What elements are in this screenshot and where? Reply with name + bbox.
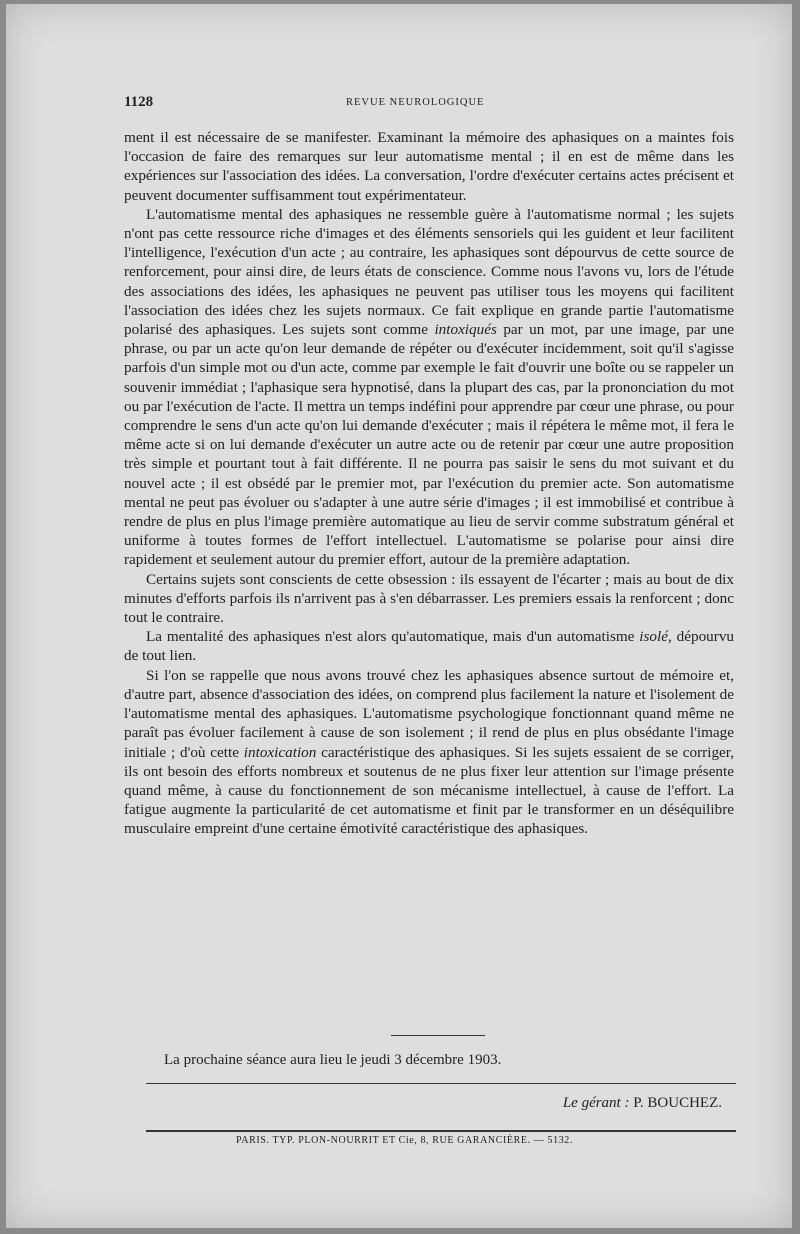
paragraph-text: caractéristique des aphasiques. Si les sujets essaient de se corriger, ils ont besoin des efforts nombreux et soutenus de ne plus fixer leur attention sur l'image présente quand même, à cause du fonctionnement de son mécanisme intellectuel, à cause de l'effort. La fatigue augmente la particularité de cet automatisme et finit par le transformer en un déséquilibre musculaire empreint d'une certaine émotivité caractéristique des aphasiques. (124, 743, 735, 838)
paragraph (124, 666, 734, 839)
printer-imprint: PARIS. TYP. PLON-NOURRIT ET Cie, 8, RUE GARANCIÈRE. — 5132. (236, 1135, 574, 1146)
paragraph (124, 128, 734, 205)
italic-term: intoxication (243, 743, 317, 761)
next-meeting-announcement: La prochaine séance aura lieu le jeudi 3 décembre 1903. (164, 1052, 502, 1068)
paragraph-text: Certains sujets sont conscients de cette obsession : ils essayent de l'écarter ; mais au bout de dix minutes d'efforts parfois ils n'arrivent pas à s'en débarrasser. Les premiers essais la renforcent ; donc tout le contraire. (124, 570, 734, 627)
section-divider (391, 1035, 485, 1036)
paragraph-text: La mentalité des aphasiques n'est alors qu'automatique, mais d'un automatisme (146, 628, 635, 646)
manager-name: P. BOUCHEZ. (633, 1095, 722, 1111)
italic-term: intoxiqués (434, 321, 497, 339)
manager-label: Le gérant : (562, 1095, 630, 1111)
paragraph (124, 627, 734, 665)
paragraph-text: par un mot, par une image, par une phrase, ou par un acte qu'on leur demande de répéter ou d'exécuter incidemment, soit qu'il s'agisse parfois d'un simple mot ou d'un acte, comme par exemple le fait d'ouvrir une boîte ou se rappeler un souvenir immédiat ; l'aphasique sera hypnotisé, dans la plupart des cas, par la prononciation du mot ou par l'exécution de l'acte. Il mettra un temps indéfini pour apprendre par cœur une phrase, ou pour comprendre le sens d'un acte qu'on lui demande d'exécuter ; mais il répétera le même mot, il fera le même acte si on lui demande d'exécuter un autre acte ou de retenir par cœur une autre proposition très simple et pourtant tout à fait différente. Il ne pourra pas saisir le sens du mot suivant et du nouvel acte ; il est obsédé par le premier mot, par l'exécution du premier acte. Son automatisme mental ne peut pas évoluer ou s'adapter à une autre série d'images ; il est immobilisé et contribue à rendre de plus en plus l'image première automatique au lieu de servir comme substratum général et uniforme à toutes formes de l'effort intellectuel. L'automatisme se polarise pour ainsi dire rapidement et seulement autour du premier effort, autour de la première adaptation. (124, 321, 734, 569)
paragraph (124, 205, 734, 570)
article-body (124, 128, 734, 839)
footer-rule (146, 1130, 736, 1132)
paragraph-text: dépourvu de tout lien. (124, 628, 735, 665)
manager-signature (563, 1095, 722, 1112)
paragraph (124, 570, 734, 628)
paragraph-text: L'automatisme mental des aphasiques ne ressemble guère à l'automatisme normal ; les sujets n'ont pas cette ressource riche d'images et des éléments sensoriels qui les guident et leur facilitent l'intelligence, l'exécution d'un acte ; au contraire, les aphasiques sont dépourvus de cette source de renforcement, pour ainsi dire, de leurs états de conscience. Comme nous l'avons vu, lors de l'étude des associations des idées, les aphasiques ne peuvent pas utiliser tous les moyens qui facilitent l'association des idées chez les sujets normaux. Ce fait explique en grande partie l'automatisme polarisé des aphasiques. Les sujets sont comme (124, 205, 734, 339)
page-header (116, 94, 736, 114)
journal-page (6, 4, 792, 1228)
page-number: 1128 (124, 94, 154, 110)
footer-rule (146, 1083, 736, 1084)
running-title: REVUE NEUROLOGIQUE (346, 97, 485, 108)
paragraph-text: Si l'on se rappelle que nous avons trouvé chez les aphasiques absence surtout de mémoire et, d'autre part, absence d'association des idées, on comprend plus facilement la nature et l'isolement de l'automatisme mental des aphasiques. L'automatisme psychologique fonctionnant quand même ne paraît pas évoluer facilement à cause de son isolement ; il rend de plus en plus obsédante l'image initiale ; d'où cette (124, 666, 734, 761)
italic-term: isolé, (639, 628, 672, 646)
paragraph-text: ment il est nécessaire de se manifester. Examinant la mémoire des aphasiques on a maintes fois l'occasion de faire des remarques sur leur automatisme mental ; il en est de même dans les expériences sur l'association des idées. La conversation, l'ordre d'exécuter certains actes précisent et peuvent documenter suffisamment tout expérimentateur. (124, 129, 734, 204)
